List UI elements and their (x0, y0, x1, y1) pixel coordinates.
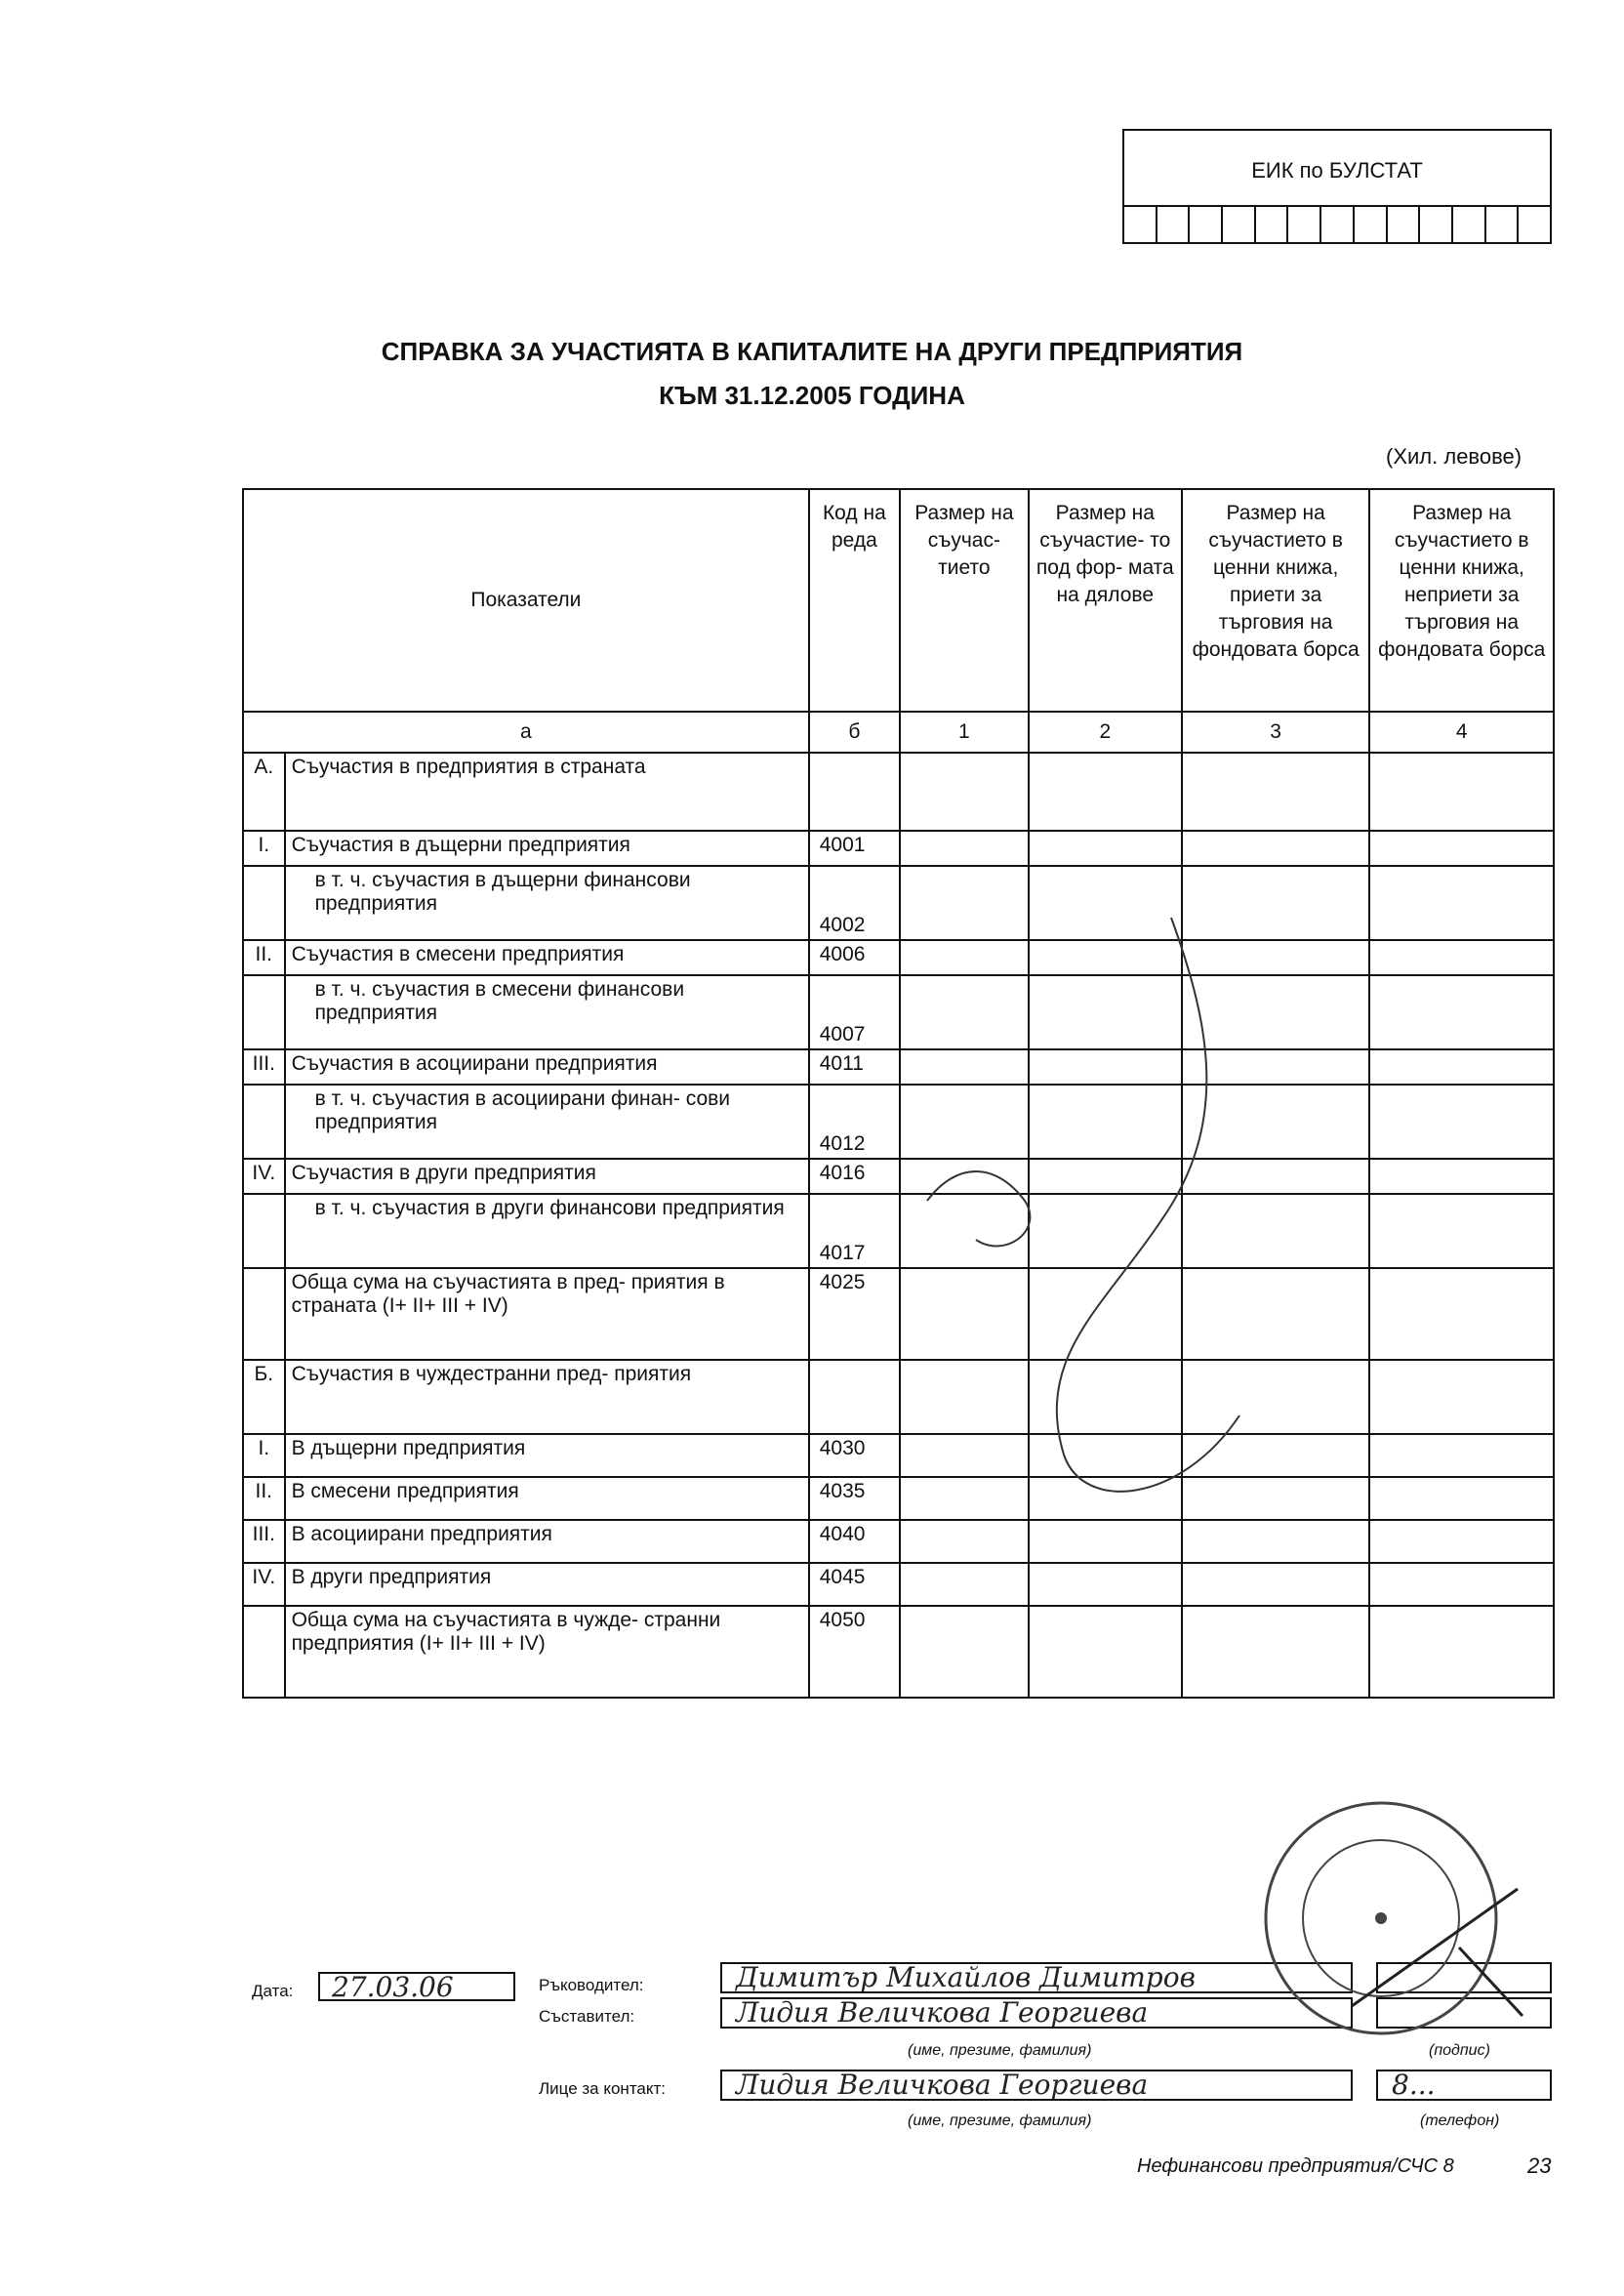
document-title: СПРАВКА ЗА УЧАСТИЯТА В КАПИТАЛИТЕ НА ДРУГИ ПРЕДПРИЯТИЯ (381, 337, 1243, 366)
page-number: 23 (1527, 2153, 1552, 2178)
colnum-b: б (809, 712, 900, 753)
header-code: Код на реда (809, 489, 900, 712)
value-cell-col4[interactable] (1369, 1563, 1554, 1606)
row-label: Обща сума на съучастията в чужде- странни предприятия (I+ II+ III + IV) (285, 1606, 809, 1698)
value-cell-col1[interactable] (900, 831, 1029, 866)
row-code: 4025 (809, 1268, 900, 1360)
row-label: в т. ч. съучастия в други финансови предприятия (285, 1194, 809, 1268)
row-code: 4006 (809, 940, 900, 975)
row-code: 4030 (809, 1434, 900, 1477)
header-col1: Размер на съучас- тието (900, 489, 1029, 712)
row-index: IV. (243, 1563, 285, 1606)
colnum-4: 4 (1369, 712, 1554, 753)
value-cell-col4[interactable] (1369, 1477, 1554, 1520)
row-label: в т. ч. съучастия в дъщерни финансови предприятия (285, 866, 809, 940)
value-cell-col3[interactable] (1182, 1563, 1370, 1606)
row-code: 4040 (809, 1520, 900, 1563)
row-code: 4017 (809, 1194, 900, 1268)
date-label: Дата: (252, 1982, 294, 2000)
row-index: I. (243, 831, 285, 866)
name-hint: (име, презиме, фамилия) (908, 2042, 1092, 2059)
row-label: Съучастия в чуждестранни пред- приятия (285, 1360, 809, 1434)
composer-label: Съставител: (539, 2007, 635, 2026)
row-label: в т. ч. съучастия в асоциирани финан- сови предприятия (285, 1085, 809, 1159)
handwritten-scribble (917, 908, 1337, 1533)
eik-box (1122, 129, 1552, 244)
row-label: Съучастия в смесени предприятия (285, 940, 809, 975)
row-code: 4016 (809, 1159, 900, 1194)
row-code: 4007 (809, 975, 900, 1049)
value-cell-col4[interactable] (1369, 1194, 1554, 1268)
table-row (243, 1268, 1554, 1360)
value-cell-col4[interactable] (1369, 831, 1554, 866)
row-code: 4011 (809, 1049, 900, 1085)
date-field[interactable]: 27.03.06 (318, 1972, 515, 2001)
table-row (243, 1520, 1554, 1563)
value-cell-col4[interactable] (1369, 975, 1554, 1049)
row-code: 4001 (809, 831, 900, 866)
value-cell-col1[interactable] (900, 1563, 1029, 1606)
row-index (243, 1606, 285, 1698)
row-index: III. (243, 1049, 285, 1085)
value-cell-col3[interactable] (1182, 831, 1370, 866)
row-index: III. (243, 1520, 285, 1563)
row-label: В асоциирани предприятия (285, 1520, 809, 1563)
value-cell-col2[interactable] (1029, 1563, 1182, 1606)
eik-cells[interactable] (1124, 205, 1550, 242)
value-cell-col3[interactable] (1182, 1606, 1370, 1698)
value-cell-col3[interactable] (1182, 753, 1370, 831)
header-col2: Размер на съучастие- то под фор- мата на дялове (1029, 489, 1182, 712)
value-cell-col4[interactable] (1369, 1049, 1554, 1085)
value-cell-col4[interactable] (1369, 1268, 1554, 1360)
composer-field[interactable]: Лидия Величкова Георгиева (720, 1997, 1353, 2029)
value-cell-col4[interactable] (1369, 1434, 1554, 1477)
table-row (243, 1360, 1554, 1434)
row-index (243, 866, 285, 940)
value-cell-col4[interactable] (1369, 940, 1554, 975)
contact-field[interactable]: Лидия Величкова Георгиева (720, 2070, 1353, 2101)
colnum-3: 3 (1182, 712, 1370, 753)
phone-field[interactable]: 8... (1376, 2070, 1552, 2101)
value-cell-col4[interactable] (1369, 1085, 1554, 1159)
row-label: В дъщерни предприятия (285, 1434, 809, 1477)
row-code (809, 753, 900, 831)
row-index: II. (243, 940, 285, 975)
table-row (243, 831, 1554, 866)
value-cell-col4[interactable] (1369, 1520, 1554, 1563)
value-cell-col4[interactable] (1369, 753, 1554, 831)
row-index: А. (243, 753, 285, 831)
footer-text: Нефинансови предприятия/СЧС 8 (1137, 2155, 1454, 2177)
value-cell-col4[interactable] (1369, 1159, 1554, 1194)
value-cell-col2[interactable] (1029, 831, 1182, 866)
column-numbers-row (243, 712, 1554, 753)
row-index: Б. (243, 1360, 285, 1434)
row-code: 4002 (809, 866, 900, 940)
value-cell-col4[interactable] (1369, 1606, 1554, 1698)
header-col4: Размер на съучастието в ценни книжа, неприети за търговия на фондовата борса (1369, 489, 1554, 712)
row-code: 4012 (809, 1085, 900, 1159)
row-code (809, 1360, 900, 1434)
row-label: Съучастия в други предприятия (285, 1159, 809, 1194)
participations-table (242, 488, 1555, 1699)
row-code: 4035 (809, 1477, 900, 1520)
table-row (243, 753, 1554, 831)
row-label: Обща сума на съучастията в пред- приятия в страната (I+ II+ III + IV) (285, 1268, 809, 1360)
row-code: 4050 (809, 1606, 900, 1698)
company-stamp (1235, 1772, 1527, 2065)
table-row (243, 866, 1554, 940)
table-row (243, 1159, 1554, 1194)
header-col3: Размер на съучастието в ценни книжа, приети за търговия на фондовата борса (1182, 489, 1370, 712)
colnum-1: 1 (900, 712, 1029, 753)
units-label: (Хил. левове) (1386, 444, 1522, 469)
phone-hint: (телефон) (1420, 2112, 1500, 2129)
manager-label: Ръководител: (539, 1976, 644, 1994)
header-indicators: Показатели (243, 489, 809, 712)
table-row (243, 1563, 1554, 1606)
table-body (243, 753, 1554, 1698)
eik-label: ЕИК по БУЛСТАТ (1251, 158, 1423, 183)
row-code: 4045 (809, 1563, 900, 1606)
row-index (243, 1268, 285, 1360)
row-index (243, 1085, 285, 1159)
sign-hint: (подпис) (1429, 2042, 1490, 2059)
document-subtitle: КЪМ 31.12.2005 ГОДИНА (659, 381, 965, 410)
value-cell-col4[interactable] (1369, 1360, 1554, 1434)
table-header-row (243, 489, 1554, 712)
row-index: I. (243, 1434, 285, 1477)
table-row (243, 1606, 1554, 1698)
row-label: Съучастия в предприятия в страната (285, 753, 809, 831)
table-row (243, 1434, 1554, 1477)
row-index: II. (243, 1477, 285, 1520)
row-label: Съучастия в асоциирани предприятия (285, 1049, 809, 1085)
table-row (243, 940, 1554, 975)
table-row (243, 975, 1554, 1049)
value-cell-col1[interactable] (900, 753, 1029, 831)
colnum-a: а (243, 712, 809, 753)
colnum-2: 2 (1029, 712, 1182, 753)
table-row (243, 1477, 1554, 1520)
value-cell-col2[interactable] (1029, 753, 1182, 831)
row-label: В смесени предприятия (285, 1477, 809, 1520)
value-cell-col1[interactable] (900, 1606, 1029, 1698)
row-index (243, 1194, 285, 1268)
row-index: IV. (243, 1159, 285, 1194)
contact-label: Лице за контакт: (539, 2079, 667, 2098)
row-label: В други предприятия (285, 1563, 809, 1606)
table-row (243, 1194, 1554, 1268)
row-label: Съучастия в дъщерни предприятия (285, 831, 809, 866)
value-cell-col2[interactable] (1029, 1606, 1182, 1698)
row-label: в т. ч. съучастия в смесени финансови предприятия (285, 975, 809, 1049)
value-cell-col4[interactable] (1369, 866, 1554, 940)
row-index (243, 975, 285, 1049)
manager-field[interactable]: Димитър Михайлов Димитров (720, 1962, 1353, 1993)
table-row (243, 1085, 1554, 1159)
table-row (243, 1049, 1554, 1085)
name-hint-2: (име, презиме, фамилия) (908, 2112, 1092, 2129)
